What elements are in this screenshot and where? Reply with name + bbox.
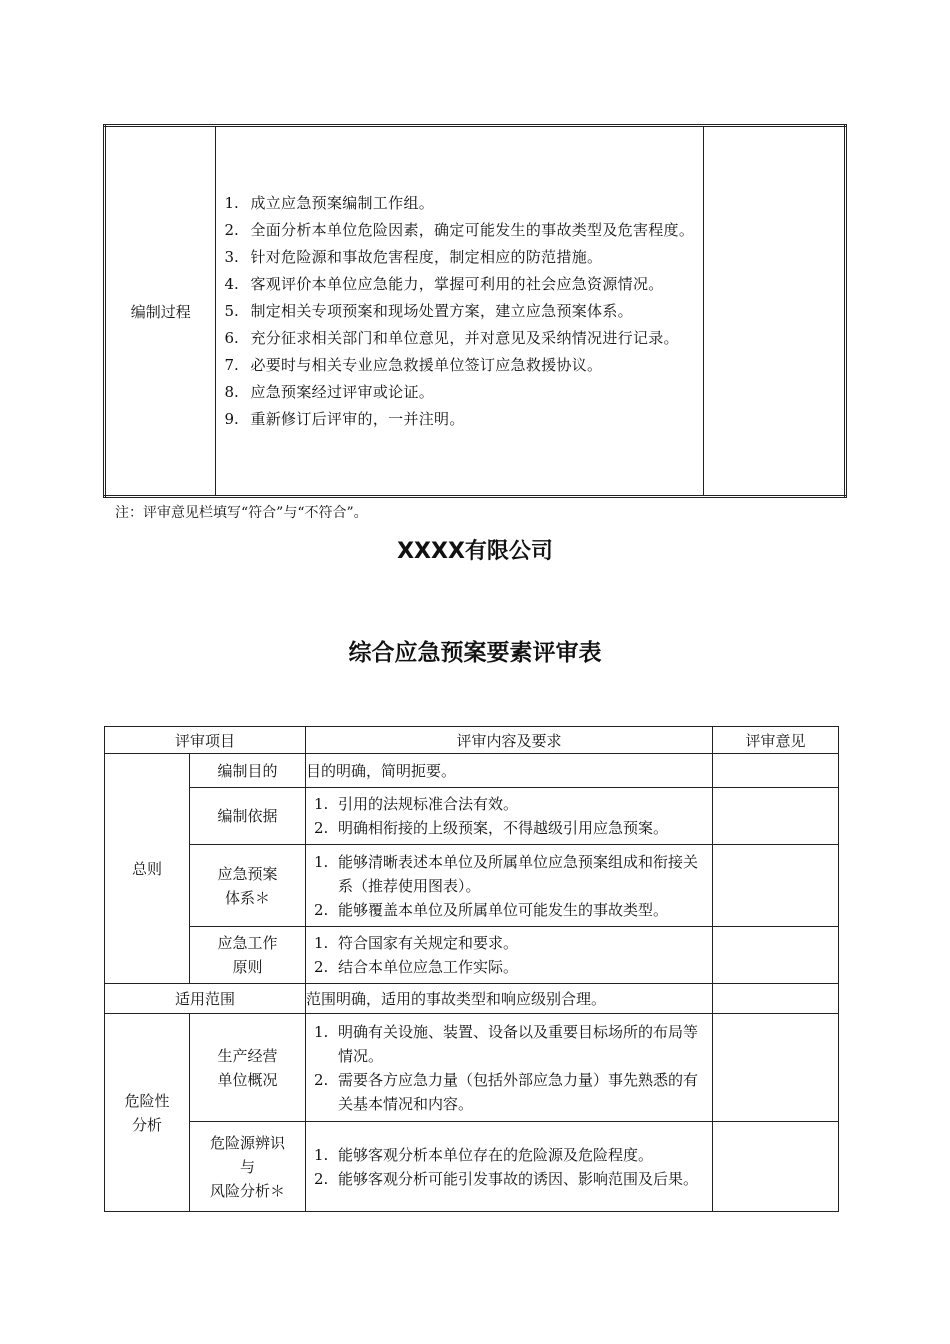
list-item (224, 325, 695, 352)
step-text: 应急预案经过评审或论证。 (250, 382, 435, 401)
content-cell (306, 927, 713, 984)
step-number: 9. (224, 409, 239, 428)
group-label-line: 分析 (131, 1115, 162, 1134)
content-cell (306, 1014, 713, 1122)
process-steps-cell (216, 126, 704, 497)
process-label: 编制过程 (105, 126, 216, 497)
list-item (314, 1167, 706, 1191)
header-review-content: 评审内容及要求 (306, 727, 713, 754)
form-title: 综合应急预案要素评审表 (348, 640, 602, 666)
list-number: 2. (314, 1169, 329, 1188)
content-cell (306, 1122, 713, 1212)
step-text: 必要时与相关专业应急救援单位签订应急救援协议。 (250, 355, 603, 374)
table-row (105, 927, 839, 984)
opinion-cell (713, 927, 839, 984)
item-label-line: 与 (240, 1157, 256, 1176)
list-number: 2. (314, 819, 329, 837)
list-number: 1. (314, 1022, 329, 1041)
list-item (314, 850, 706, 898)
list-item (224, 379, 695, 406)
table-header-row (105, 727, 839, 754)
item-label (190, 1122, 306, 1212)
step-number: 1. (224, 193, 239, 212)
item-label-line: 体系＊ (225, 888, 271, 907)
group-risk-analysis (105, 1014, 190, 1212)
item-label-line: 原则 (232, 958, 263, 976)
process-steps-list (216, 190, 703, 433)
step-text: 针对危险源和事故危害程度，制定相应的防范措施。 (250, 247, 603, 266)
item-label-line: 生产经营 (217, 1046, 278, 1065)
content-cell: 范围明确，适用的事故类型和响应级别合理。 (306, 984, 713, 1014)
list-item (224, 190, 695, 217)
step-text: 充分征求相关部门和单位意见，并对意见及采纳情况进行记录。 (250, 328, 679, 347)
item-label: 编制依据 (190, 788, 306, 845)
step-text: 全面分析本单位危险因素，确定可能发生的事故类型及危害程度。 (250, 220, 695, 239)
content-list (306, 1016, 712, 1120)
content-cell (306, 788, 713, 845)
list-number: 1. (314, 795, 329, 813)
step-number: 4. (224, 274, 239, 293)
step-number: 8. (224, 382, 239, 401)
opinion-cell (713, 1122, 839, 1212)
list-item (224, 352, 695, 379)
opinion-cell (713, 984, 839, 1014)
table-row (105, 845, 839, 927)
list-item (224, 406, 695, 433)
list-text: 能够覆盖本单位及所属单位可能发生的事故类型。 (338, 900, 669, 919)
content-list (306, 927, 712, 983)
list-item (314, 1020, 706, 1068)
company-name: XXXX有限公司 (397, 539, 553, 564)
step-text: 成立应急预案编制工作组。 (250, 193, 435, 212)
review-table (104, 726, 839, 1212)
table-row (105, 1122, 839, 1212)
item-label-scope: 适用范围 (105, 984, 306, 1014)
list-item (314, 931, 706, 955)
item-label (190, 845, 306, 927)
list-item (224, 271, 695, 298)
list-text: 结合本单位应急工作实际。 (338, 958, 519, 976)
list-item (314, 816, 706, 840)
list-text: 能够客观分析可能引发事故的诱因、影响范围及后果。 (338, 1169, 699, 1188)
group-label-line: 危险性 (124, 1091, 170, 1110)
table-row (105, 754, 839, 788)
content-cell: 目的明确，简明扼要。 (306, 754, 713, 788)
item-label-line: 危险源辨识 (210, 1133, 286, 1152)
item-label-line: 风险分析＊ (210, 1181, 286, 1200)
opinion-cell (713, 1014, 839, 1122)
step-number: 2. (224, 220, 239, 239)
step-number: 3. (224, 247, 239, 266)
step-number: 7. (224, 355, 239, 374)
list-item (224, 298, 695, 325)
list-number: 2. (314, 1070, 329, 1089)
review-opinion-cell (704, 126, 846, 497)
list-number: 1. (314, 1145, 329, 1164)
content-cell (306, 845, 713, 927)
list-item (314, 898, 706, 922)
list-text: 需要各方应急力量（包括外部应急力量）事先熟悉的有关基本情况和内容。 (338, 1070, 699, 1113)
item-label: 编制目的 (190, 754, 306, 788)
item-label-line: 应急预案 (217, 864, 278, 883)
list-number: 2. (314, 900, 329, 919)
opinion-cell (713, 788, 839, 845)
list-text: 明确有关设施、装置、设备以及重要目标场所的布局等情况。 (338, 1022, 699, 1065)
step-number: 6. (224, 328, 239, 347)
group-general: 总则 (105, 754, 190, 984)
list-number: 1. (314, 934, 329, 952)
item-label-line: 应急工作 (217, 934, 278, 952)
opinion-cell (713, 845, 839, 927)
step-text: 制定相关专项预案和现场处置方案，建立应急预案体系。 (250, 301, 633, 320)
item-label (190, 1014, 306, 1122)
list-item (314, 792, 706, 816)
list-text: 明确相衔接的上级预案，不得越级引用应急预案。 (338, 819, 669, 837)
list-item (314, 1068, 706, 1116)
content-list (306, 788, 712, 844)
list-item (314, 1143, 706, 1167)
list-number: 2. (314, 958, 329, 976)
content-list (306, 846, 712, 926)
header-review-item: 评审项目 (105, 727, 306, 754)
step-text: 重新修订后评审的，一并注明。 (250, 409, 465, 428)
header-review-opinion: 评审意见 (713, 727, 839, 754)
preparation-process-table (103, 124, 847, 498)
step-number: 5. (224, 301, 239, 320)
list-text: 能够客观分析本单位存在的危险源及危险程度。 (338, 1145, 654, 1164)
content-list (306, 1139, 712, 1195)
review-note: 注：评审意见栏填写“符合”与“不符合”。 (115, 505, 368, 521)
step-text: 客观评价本单位应急能力，掌握可利用的社会应急资源情况。 (250, 274, 664, 293)
table-row (105, 984, 839, 1014)
item-label (190, 927, 306, 984)
list-item (224, 244, 695, 271)
list-item (314, 955, 706, 979)
opinion-cell (713, 754, 839, 788)
table-row (105, 1014, 839, 1122)
table-row (105, 788, 839, 845)
item-label-line: 单位概况 (217, 1070, 278, 1089)
list-item (224, 217, 695, 244)
list-text: 符合国家有关规定和要求。 (338, 934, 519, 952)
list-text: 能够清晰表述本单位及所属单位应急预案组成和衔接关系（推荐使用图表）。 (338, 852, 699, 895)
list-text: 引用的法规标准合法有效。 (338, 795, 519, 813)
list-number: 1. (314, 852, 329, 871)
